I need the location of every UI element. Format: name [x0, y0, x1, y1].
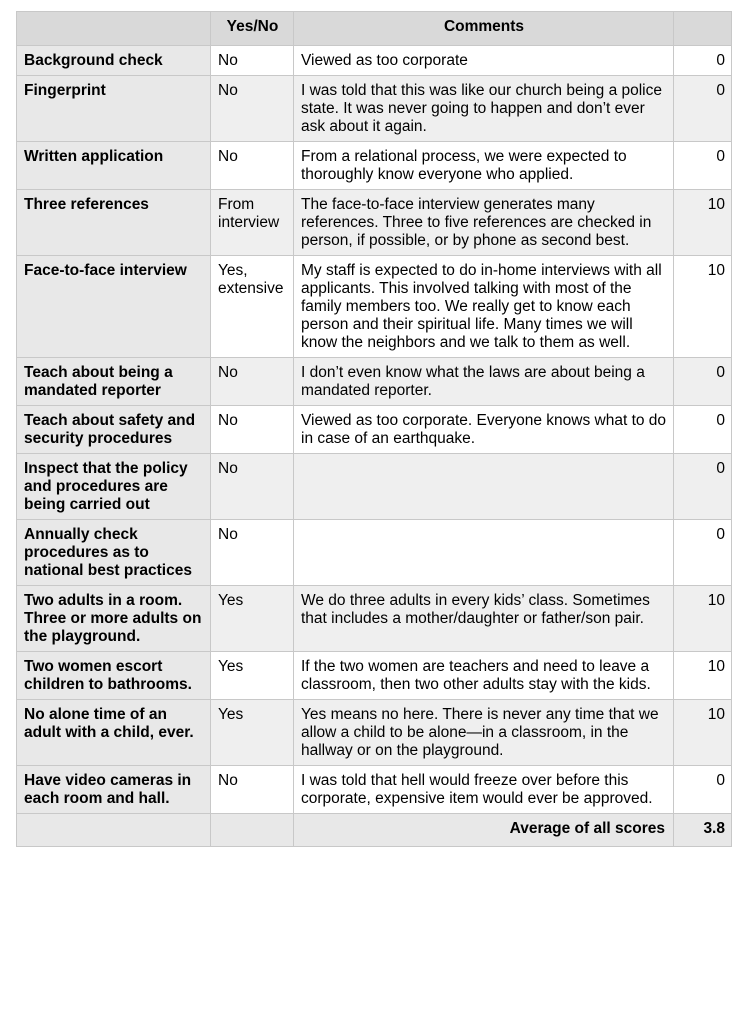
- table-row: [17, 358, 732, 406]
- comment-cell: [294, 520, 674, 586]
- score-cell: 0: [674, 406, 732, 454]
- footer-empty-2: [211, 814, 294, 847]
- criterion-cell: Inspect that the policy and procedures are being carried out: [17, 454, 211, 520]
- comment-cell: If the two women are teachers and need to leave a classroom, then two other adults stay with the kids.: [294, 652, 674, 700]
- criterion-cell: Annually check procedures as to national best practices: [17, 520, 211, 586]
- answer-cell: Yes, extensive: [211, 256, 294, 358]
- comment-cell: I was told that hell would freeze over before this corporate, expensive item would ever be approved.: [294, 766, 674, 814]
- comment-cell: I was told that this was like our church being a police state. It was never going to happen and don’t ever ask about it again.: [294, 76, 674, 142]
- score-cell: 10: [674, 652, 732, 700]
- answer-cell: Yes: [211, 700, 294, 766]
- score-cell: 0: [674, 46, 732, 76]
- header-yes-no: Yes/No: [211, 12, 294, 46]
- header-criterion: [17, 12, 211, 46]
- criterion-cell: Three references: [17, 190, 211, 256]
- criterion-cell: Two adults in a room. Three or more adults on the playground.: [17, 586, 211, 652]
- answer-cell: No: [211, 766, 294, 814]
- comment-cell: Viewed as too corporate: [294, 46, 674, 76]
- answer-cell: No: [211, 46, 294, 76]
- table-row: [17, 586, 732, 652]
- comment-cell: My staff is expected to do in-home interviews with all applicants. This involved talking with most of the family members too. We really get to know each person and their spiritual life. Many times we will know the neighbors and we talk to them as well.: [294, 256, 674, 358]
- comment-cell: The face-to-face interview generates many references. Three to five references are checked in person, if possible, or by phone as second best.: [294, 190, 674, 256]
- criterion-cell: Fingerprint: [17, 76, 211, 142]
- scoring-table: [16, 11, 732, 847]
- header-score: [674, 12, 732, 46]
- score-cell: 0: [674, 142, 732, 190]
- score-cell: 10: [674, 586, 732, 652]
- answer-cell: Yes: [211, 586, 294, 652]
- criterion-cell: No alone time of an adult with a child, ever.: [17, 700, 211, 766]
- average-value: 3.8: [674, 814, 732, 847]
- comment-cell: Viewed as too corporate. Everyone knows what to do in case of an earthquake.: [294, 406, 674, 454]
- footer-empty-1: [17, 814, 211, 847]
- answer-cell: No: [211, 520, 294, 586]
- answer-cell: No: [211, 358, 294, 406]
- header-row: [17, 12, 732, 46]
- table-row: [17, 46, 732, 76]
- score-cell: 0: [674, 454, 732, 520]
- score-cell: 0: [674, 358, 732, 406]
- table-body: [17, 46, 732, 814]
- score-cell: 10: [674, 256, 732, 358]
- comment-cell: We do three adults in every kids’ class. Sometimes that includes a mother/daughter or father/son pair.: [294, 586, 674, 652]
- criterion-cell: Teach about being a mandated reporter: [17, 358, 211, 406]
- table-row: [17, 700, 732, 766]
- header-comments: Comments: [294, 12, 674, 46]
- table-row: [17, 406, 732, 454]
- answer-cell: No: [211, 454, 294, 520]
- comment-cell: Yes means no here. There is never any time that we allow a child to be alone—in a classroom, in the hallway or on the playground.: [294, 700, 674, 766]
- table-row: [17, 652, 732, 700]
- score-cell: 0: [674, 766, 732, 814]
- table-row: [17, 766, 732, 814]
- table-row: [17, 142, 732, 190]
- average-label: Average of all scores: [294, 814, 674, 847]
- criterion-cell: Background check: [17, 46, 211, 76]
- score-cell: 10: [674, 190, 732, 256]
- comment-cell: [294, 454, 674, 520]
- score-cell: 0: [674, 520, 732, 586]
- criterion-cell: Face-to-face interview: [17, 256, 211, 358]
- score-cell: 0: [674, 76, 732, 142]
- table-row: [17, 454, 732, 520]
- table-row: [17, 76, 732, 142]
- criterion-cell: Teach about safety and security procedures: [17, 406, 211, 454]
- answer-cell: No: [211, 142, 294, 190]
- criterion-cell: Have video cameras in each room and hall.: [17, 766, 211, 814]
- comment-cell: I don’t even know what the laws are about being a mandated reporter.: [294, 358, 674, 406]
- answer-cell: No: [211, 406, 294, 454]
- answer-cell: From interview: [211, 190, 294, 256]
- comment-cell: From a relational process, we were expected to thoroughly know everyone who applied.: [294, 142, 674, 190]
- answer-cell: Yes: [211, 652, 294, 700]
- score-cell: 10: [674, 700, 732, 766]
- table-row: [17, 256, 732, 358]
- footer-row: [17, 814, 732, 847]
- answer-cell: No: [211, 76, 294, 142]
- criterion-cell: Written application: [17, 142, 211, 190]
- table-row: [17, 190, 732, 256]
- criterion-cell: Two women escort children to bathrooms.: [17, 652, 211, 700]
- table-row: [17, 520, 732, 586]
